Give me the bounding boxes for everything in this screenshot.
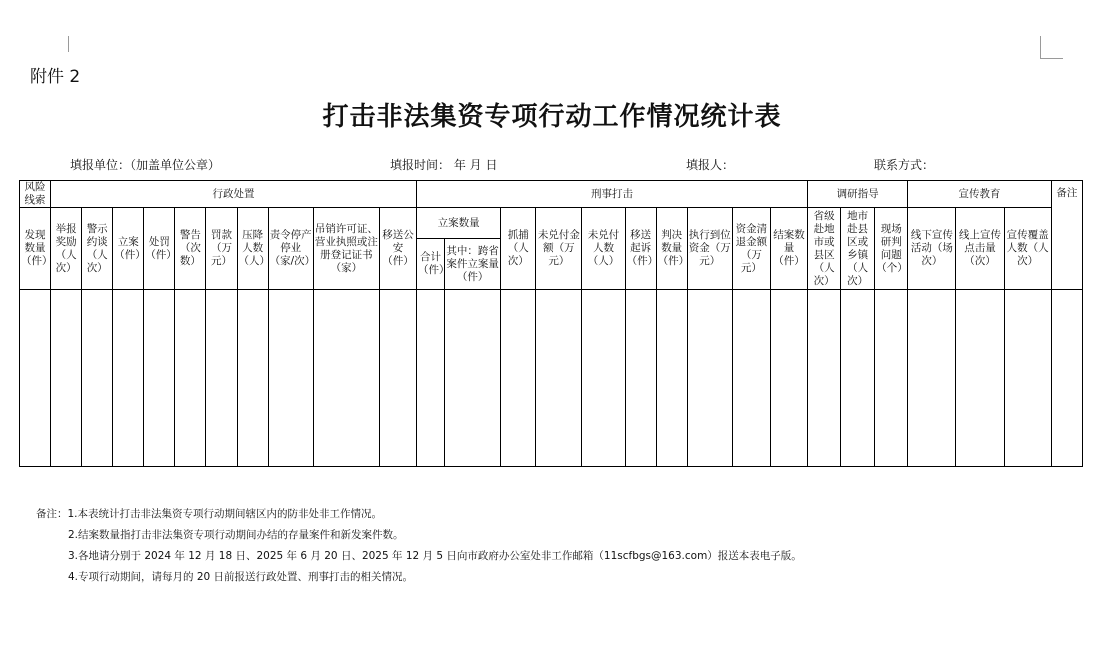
data-cell[interactable] [625,290,656,467]
col-city-visits: 地市赴县区或乡镇（人次） [841,208,875,290]
data-cell[interactable] [1004,290,1051,467]
data-cell[interactable] [144,290,175,467]
document-title: 打击非法集资专项行动工作情况统计表 [322,102,782,132]
col-online-releases: 线上宣传点击量（次） [956,208,1004,290]
col-case-filing-count: 立案数量 [417,208,501,239]
filler-label: 填报人： [686,158,735,172]
col-filing-total: 合计（件） [417,239,445,290]
statistics-table [19,180,1083,467]
data-cell[interactable] [51,290,82,467]
group-research-guidance: 调研指导 [808,181,908,208]
data-cell[interactable] [656,290,687,467]
data-cell[interactable] [770,290,807,467]
data-cell[interactable] [268,290,313,467]
col-warning: 警告（次数） [175,208,206,290]
col-coverage: 宣传覆盖人数（人次） [1004,208,1051,290]
fill-time-label: 填报时间： 年 月 日 [390,158,498,172]
data-cell[interactable] [956,290,1004,467]
data-cell[interactable] [417,290,445,467]
col-closed-cases: 结案数量（件） [770,208,807,290]
data-cell[interactable] [841,290,875,467]
group-risk-clues: 风险线索 [20,181,51,208]
col-transfer-police: 移送公安（件） [379,208,416,290]
note-line [36,504,802,525]
data-cell[interactable] [536,290,582,467]
note-item-3: 3.各地请分别于 2024 年 12 月 18 日、2025 年 6 月 20 日、2025 年 12 月 5 日向市政府办公室处非工作邮箱（11scfbgs@163.com）报送本表电子版。 [68,550,802,562]
data-cell[interactable] [501,290,536,467]
col-unpaid-amount: 未兑付金额（万元） [536,208,582,290]
data-cell[interactable] [20,290,51,467]
data-cell[interactable] [687,290,732,467]
remarks-label: 备注 [1056,187,1078,199]
data-cell[interactable] [237,290,268,467]
col-offline-events: 线下宣传活动（场次） [908,208,956,290]
data-cell[interactable] [82,290,113,467]
data-cell[interactable] [206,290,237,467]
page-corner-mark-top-left [68,36,69,52]
data-cell[interactable] [875,290,908,467]
col-report-reward: 举报奖励（人次） [51,208,82,290]
data-cell[interactable] [313,290,379,467]
data-cell[interactable] [582,290,625,467]
col-funds-cleared: 资金清退金额（万元） [732,208,770,290]
group-admin-disposal: 行政处置 [51,181,417,208]
col-provincial-visits: 省级赴地市或县区（人次） [808,208,841,290]
data-cell[interactable] [445,290,501,467]
col-field-research: 现场研判问题（个） [875,208,908,290]
notes-label: 备注： [36,508,68,520]
data-cell[interactable] [732,290,770,467]
note-item-1: 1.本表统计打击非法集资专项行动期间辖区内的防非处非工作情况。 [67,508,383,520]
group-publicity-education: 宣传教育 [908,181,1051,208]
data-cell[interactable] [808,290,841,467]
col-arrest: 抓捕（人次） [501,208,536,290]
data-cell[interactable] [113,290,144,467]
col-fine: 罚款（万元） [206,208,237,290]
data-cell[interactable] [175,290,206,467]
contact-label: 联系方式： [874,158,935,172]
col-cross-province: 其中：跨省案件立案量（件） [445,239,501,290]
col-transfer-prosecution: 移送起诉（件） [625,208,656,290]
col-discover: 发现数量（件） [20,208,51,290]
attachment-label: 附件 2 [30,67,81,87]
col-execution-funds: 执行到位资金（万元） [687,208,732,290]
note-item-4: 4.专项行动期间，请每月的 20 日前报送行政处置、刑事打击的相关情况。 [68,571,414,583]
data-cell[interactable] [908,290,956,467]
page-corner-mark-top-right [1040,36,1063,59]
group-criminal-strike: 刑事打击 [417,181,808,208]
fill-unit-label: 填报单位：（加盖单位公章） [70,158,221,172]
data-cell[interactable] [1051,290,1082,467]
notes-section [36,504,802,588]
col-warning-talk: 警示约谈（人次） [82,208,113,290]
col-judgment-count: 判决数量（件） [656,208,687,290]
group-remarks [1051,181,1082,290]
note-item-2: 2.结案数量指打击非法集资专项行动期间办结的存量案件和新发案件数。 [68,529,404,541]
col-admin-filing: 立案（件） [113,208,144,290]
col-penalty: 处罚（件） [144,208,175,290]
col-revoke-license: 吊销许可证、营业执照或注册登记证书（家） [313,208,379,290]
col-unpaid-people: 未兑付人数（人） [582,208,625,290]
table-row [20,290,1083,467]
col-order-suspend: 责令停产停业（家/次） [268,208,313,290]
col-demote-count: 压降人数（人） [237,208,268,290]
data-cell[interactable] [379,290,416,467]
